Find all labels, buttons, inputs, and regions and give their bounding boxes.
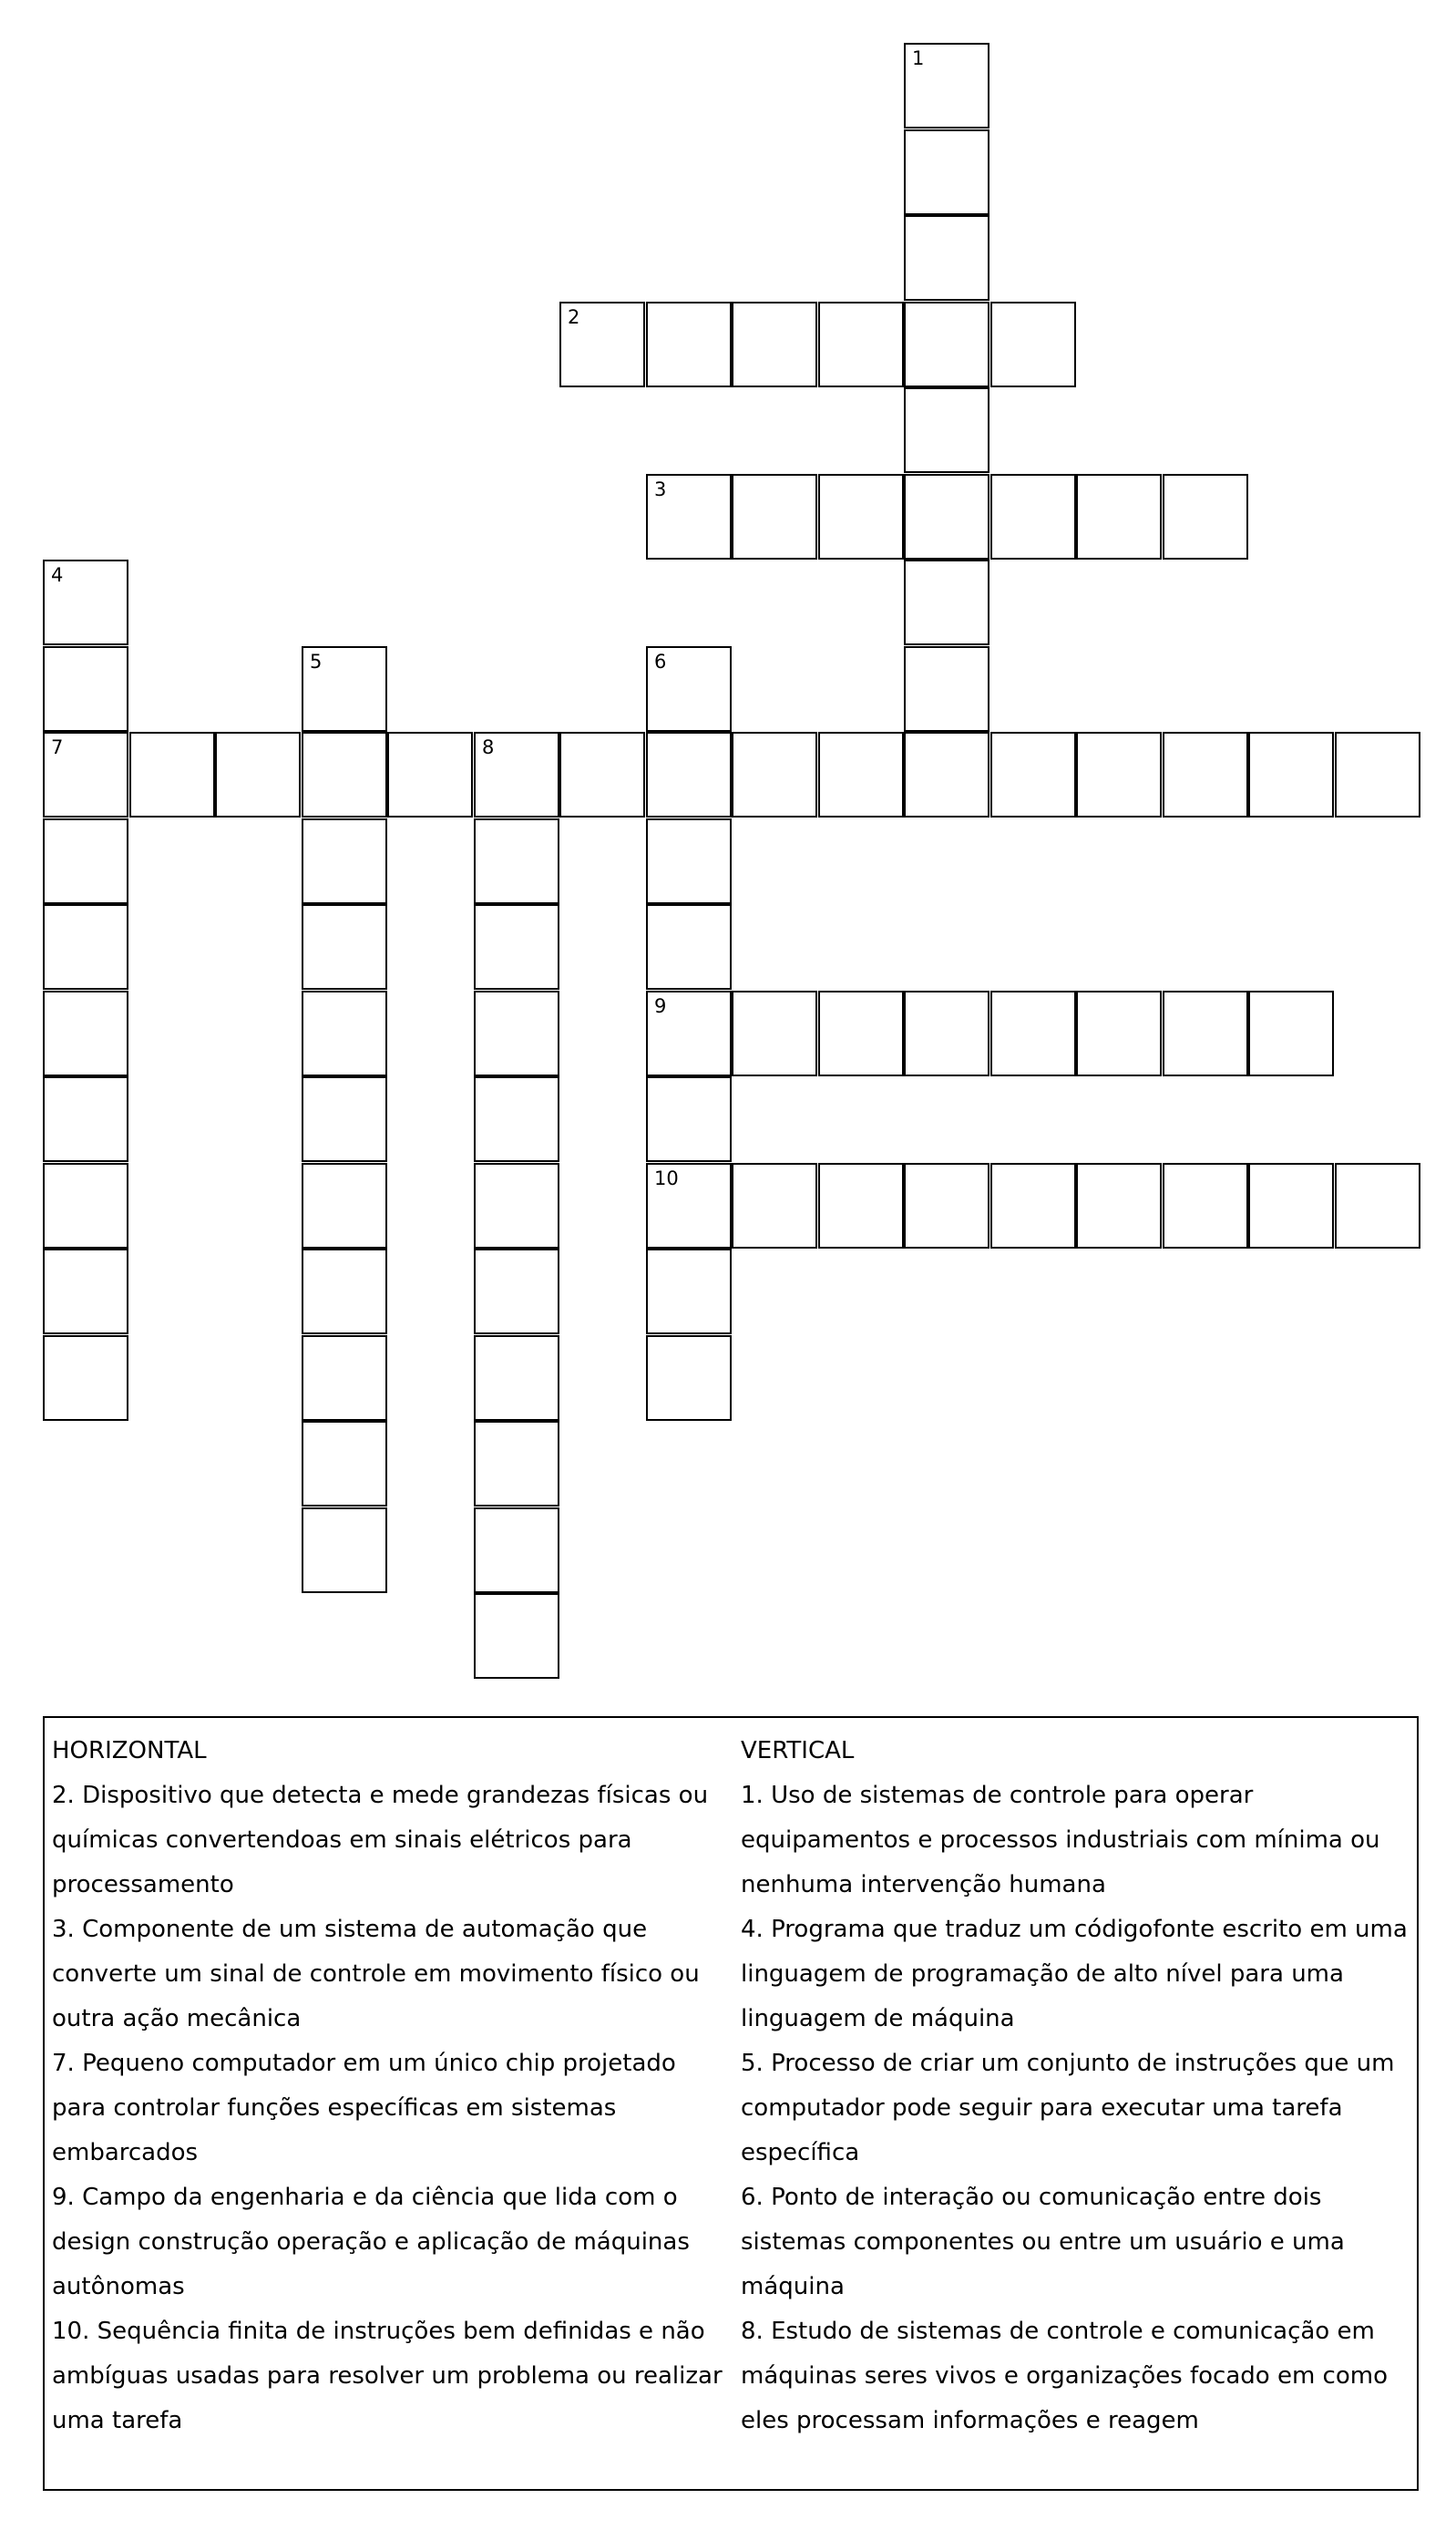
grid-cell[interactable] [646, 1249, 732, 1334]
grid-cell[interactable] [1163, 1163, 1248, 1249]
grid-cell[interactable] [302, 1249, 387, 1334]
grid-cell[interactable] [646, 1076, 732, 1162]
grid-cell[interactable] [43, 560, 128, 645]
clue-down-8: 8. Estudo de sistemas de controle e comunicação em máquinas seres vivos e organizações focado em como eles processam informações e reagem [741, 2318, 1388, 2434]
grid-cell[interactable] [990, 732, 1076, 818]
clue-number: 4 [51, 564, 64, 586]
grid-cell[interactable] [646, 1335, 732, 1421]
grid-cell[interactable] [646, 302, 732, 387]
grid-cell[interactable] [646, 474, 732, 560]
grid-cell[interactable] [1163, 991, 1248, 1076]
grid-cell[interactable] [904, 129, 989, 215]
grid-cell[interactable] [904, 991, 989, 1076]
grid-cell[interactable] [474, 991, 559, 1076]
grid-cell[interactable] [990, 1163, 1076, 1249]
grid-cell[interactable] [646, 904, 732, 990]
clue-number: 2 [568, 306, 580, 328]
grid-cell[interactable] [474, 1076, 559, 1162]
grid-cell[interactable] [302, 646, 387, 732]
grid-cell[interactable] [302, 1335, 387, 1421]
horizontal-heading: HORIZONTAL [52, 1737, 207, 1764]
grid-cell[interactable] [43, 1163, 128, 1249]
grid-cell[interactable] [818, 474, 904, 560]
grid-cell[interactable] [43, 732, 128, 818]
grid-cell[interactable] [732, 474, 817, 560]
grid-cell[interactable] [474, 904, 559, 990]
clue-across-7: 7. Pequeno computador em um único chip projetado para controlar funções específicas em sistemas embarcados [52, 2050, 676, 2166]
clue-across-9: 9. Campo da engenharia e da ciência que lida com o design construção operação e aplicação de máquinas autônomas [52, 2184, 690, 2300]
grid-cell[interactable] [1335, 1163, 1420, 1249]
grid-cell[interactable] [474, 1249, 559, 1334]
clue-number: 1 [912, 47, 925, 69]
grid-cell[interactable] [1163, 732, 1248, 818]
grid-cell[interactable] [1076, 474, 1162, 560]
horizontal-clues [52, 1729, 731, 2443]
grid-cell[interactable] [302, 1421, 387, 1507]
grid-cell[interactable] [43, 818, 128, 904]
grid-cell[interactable] [1076, 732, 1162, 818]
clue-number: 7 [51, 736, 64, 758]
grid-cell[interactable] [43, 1335, 128, 1421]
grid-cell[interactable] [646, 991, 732, 1076]
grid-cell[interactable] [904, 560, 989, 645]
grid-cell[interactable] [818, 1163, 904, 1249]
grid-cell[interactable] [1335, 732, 1420, 818]
grid-cell[interactable] [387, 732, 473, 818]
grid-cell[interactable] [1076, 991, 1162, 1076]
grid-cell[interactable] [904, 302, 989, 387]
clue-down-5: 5. Processo de criar um conjunto de instruções que um computador pode seguir para executar uma tarefa específica [741, 2050, 1395, 2166]
grid-cell[interactable] [302, 1507, 387, 1593]
grid-cell[interactable] [732, 302, 817, 387]
clue-across-10: 10. Sequência finita de instruções bem definidas e não ambíguas usadas para resolver um problema ou realizar uma tarefa [52, 2318, 723, 2434]
grid-cell[interactable] [474, 1421, 559, 1507]
vertical-heading: VERTICAL [741, 1737, 855, 1764]
grid-cell[interactable] [43, 1076, 128, 1162]
clue-down-1: 1. Uso de sistemas de controle para operar equipamentos e processos industriais com mínima ou nenhuma intervenção humana [741, 1782, 1380, 1898]
grid-cell[interactable] [904, 387, 989, 473]
clue-down-4: 4. Programa que traduz um códigofonte escrito em uma linguagem de programação de alto nível para uma linguagem de máquina [741, 1916, 1408, 2032]
grid-cell[interactable] [732, 732, 817, 818]
grid-cell[interactable] [990, 991, 1076, 1076]
grid-cell[interactable] [302, 904, 387, 990]
grid-cell[interactable] [904, 646, 989, 732]
grid-cell[interactable] [646, 732, 732, 818]
grid-cell[interactable] [474, 732, 559, 818]
grid-cell[interactable] [990, 474, 1076, 560]
grid-cell[interactable] [474, 1163, 559, 1249]
grid-cell[interactable] [732, 1163, 817, 1249]
grid-cell[interactable] [474, 1335, 559, 1421]
grid-cell[interactable] [43, 1249, 128, 1334]
grid-cell[interactable] [43, 646, 128, 732]
grid-cell[interactable] [1248, 732, 1334, 818]
grid-cell[interactable] [559, 732, 645, 818]
clue-down-6: 6. Ponto de interação ou comunicação entre dois sistemas componentes ou entre um usuário e uma máquina [741, 2184, 1345, 2300]
clue-across-2: 2. Dispositivo que detecta e mede grandezas físicas ou químicas convertendoas em sinais elétricos para processamento [52, 1782, 709, 1898]
grid-cell[interactable] [904, 732, 989, 818]
clue-number: 6 [654, 651, 667, 673]
grid-cell[interactable] [818, 302, 904, 387]
grid-cell[interactable] [43, 991, 128, 1076]
grid-cell[interactable] [302, 1076, 387, 1162]
clue-number: 8 [482, 736, 495, 758]
clue-across-3: 3. Componente de um sistema de automação que converte um sinal de controle em movimento físico ou outra ação mecânica [52, 1916, 700, 2032]
grid-cell[interactable] [302, 732, 387, 818]
grid-cell[interactable] [302, 1163, 387, 1249]
grid-cell[interactable] [646, 818, 732, 904]
grid-cell[interactable] [302, 991, 387, 1076]
grid-cell[interactable] [302, 818, 387, 904]
grid-cell[interactable] [474, 818, 559, 904]
grid-cell[interactable] [646, 1163, 732, 1249]
grid-cell[interactable] [215, 732, 301, 818]
grid-cell[interactable] [732, 991, 817, 1076]
clues-panel [43, 1716, 1419, 2491]
grid-cell[interactable] [559, 302, 645, 387]
clue-number: 5 [310, 651, 323, 673]
grid-cell[interactable] [646, 646, 732, 732]
grid-cell[interactable] [990, 302, 1076, 387]
grid-cell[interactable] [904, 215, 989, 301]
grid-cell[interactable] [904, 43, 989, 129]
grid-cell[interactable] [1248, 1163, 1334, 1249]
grid-cell[interactable] [474, 1507, 559, 1593]
grid-cell[interactable] [474, 1593, 559, 1679]
grid-cell[interactable] [818, 991, 904, 1076]
grid-cell[interactable] [1076, 1163, 1162, 1249]
grid-cell[interactable] [818, 732, 904, 818]
clue-number: 3 [654, 478, 667, 500]
vertical-clues [741, 1729, 1410, 2443]
grid-cell[interactable] [1163, 474, 1248, 560]
clue-number: 10 [654, 1167, 679, 1189]
grid-cell[interactable] [904, 1163, 989, 1249]
grid-cell[interactable] [129, 732, 215, 818]
grid-cell[interactable] [904, 474, 989, 560]
grid-cell[interactable] [1248, 991, 1334, 1076]
grid-cell[interactable] [43, 904, 128, 990]
clue-number: 9 [654, 995, 667, 1017]
